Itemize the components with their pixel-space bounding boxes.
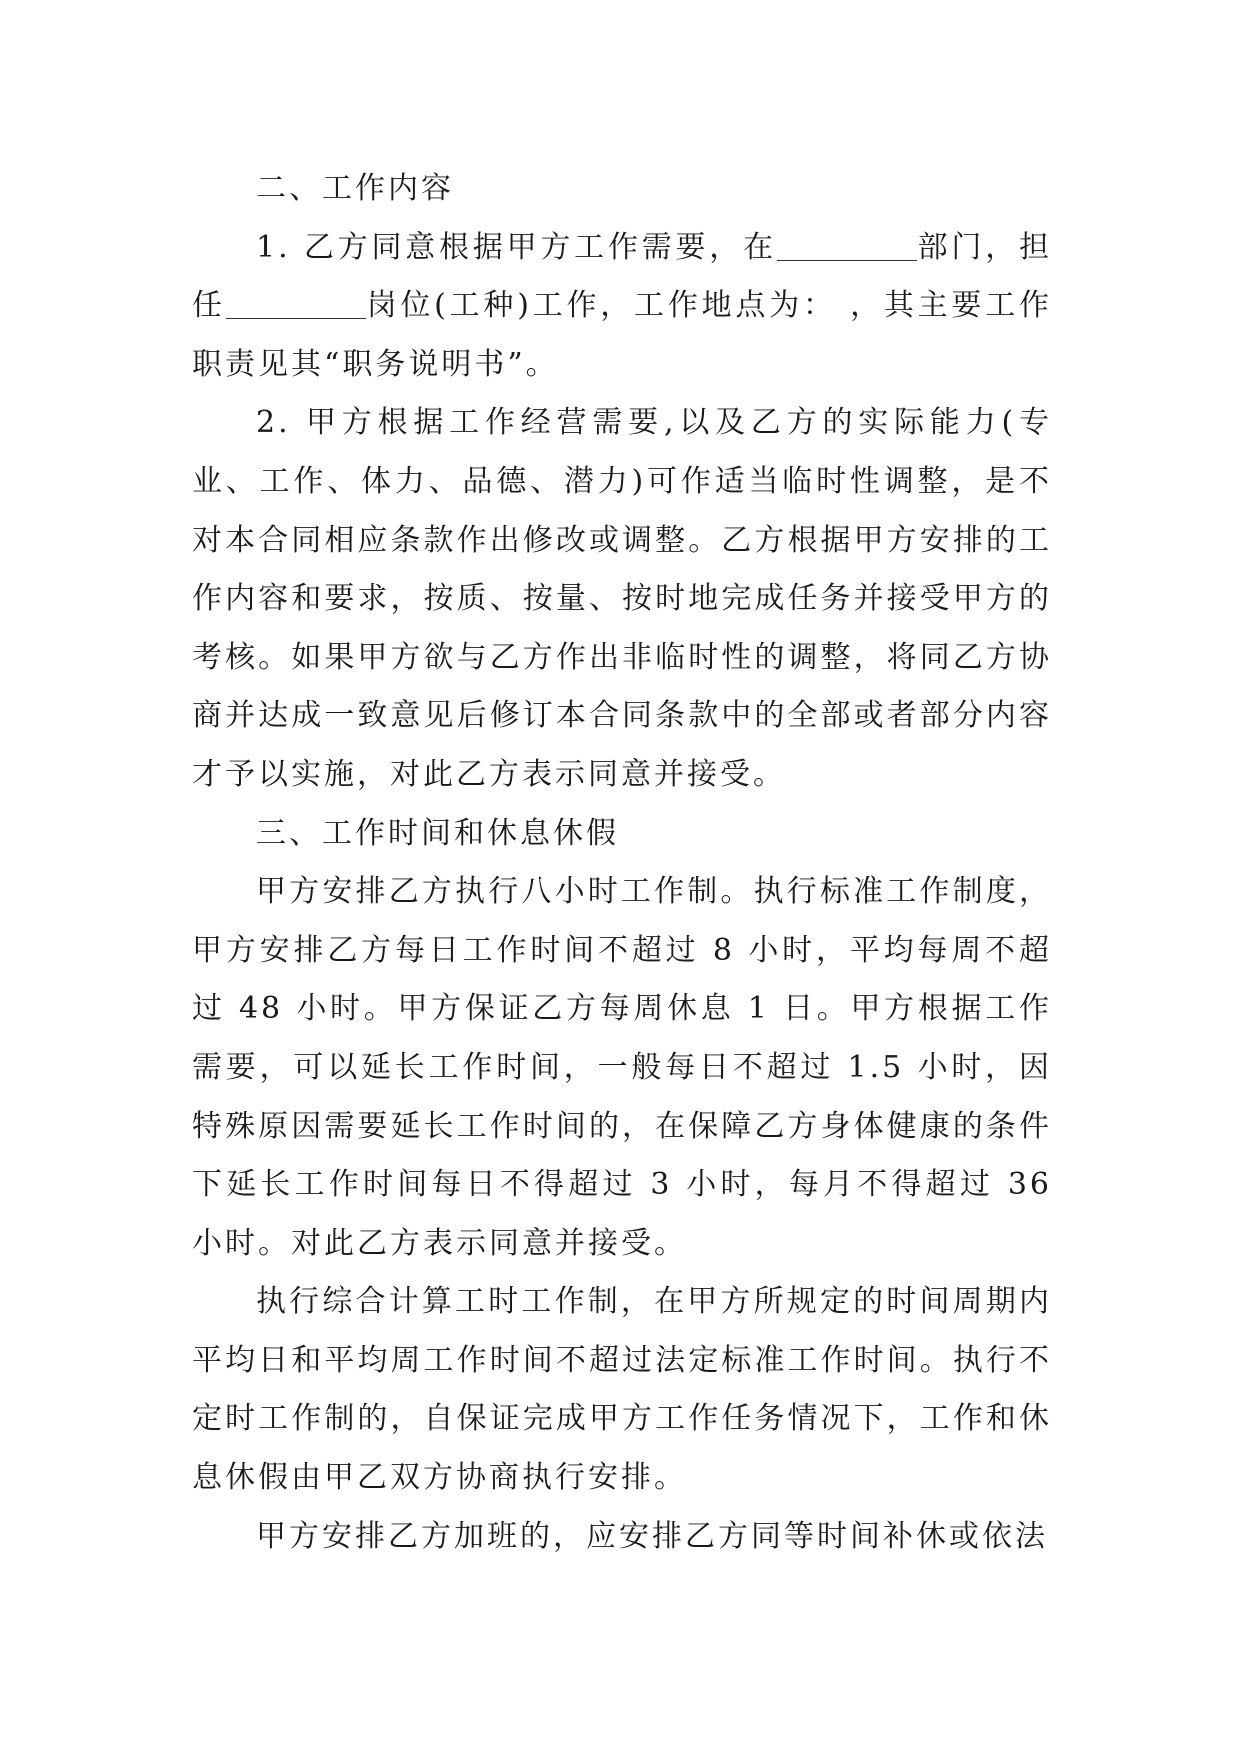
document-body (192, 160, 1052, 1566)
section-heading-work-hours: 三、工作时间和休息休假 (256, 815, 619, 851)
position-blank (226, 288, 366, 319)
section-heading-work-content: 二、工作内容 (256, 171, 454, 206)
clause-1-text-a: 1. 乙方同意根据甲方工作需要，在 (256, 229, 777, 265)
department-blank (777, 230, 917, 261)
paragraph-eight-hour-system: 甲方安排乙方执行八小时工作制。执行标准工作制度，甲方安排乙方每日工作时间不超过 8 小时，平均每周不超过 48 小时。甲方保证乙方每周休息 1 日。甲方根据工作需要，可以延长工作时间，一般每日不超过 1.5 小时，因特殊原因需要延长工作时间的，在保障乙方身体健康的条件下延长工作时间每日不得超过 3 小时，每月不得超过 36 小时。对此乙方表示同意并接受。 (192, 874, 1052, 1261)
clause-1 (192, 219, 1052, 395)
clause-2: 2. 甲方根据工作经营需要,以及乙方的实际能力(专业、工作、体力、品德、潜力)可作适当临时性调整，是不对本合同相应条款作出修改或调整。乙方根据甲方安排的工作内容和要求，按质、按量、按时地完成任务并接受甲方的考核。如果甲方欲与乙方作出非临时性的调整，将同乙方协商并达成一致意见后修订本合同条款中的全部或者部分内容才予以实施，对此乙方表示同意并接受。 (192, 405, 1052, 792)
clause-1-text-c: 岗位(工种)工作，工作地点为： ，其主要工作职责见其“职务说明书”。 (192, 288, 1053, 382)
paragraph-overtime: 甲方安排乙方加班的，应安排乙方同等时间补休或依法 (256, 1518, 1048, 1554)
clause-1-text-b: 部门，担任 (192, 229, 1052, 324)
paragraph-comprehensive-hours: 执行综合计算工时工作制，在甲方所规定的时间周期内平均日和平均周工作时间不超过法定标准工作时间。执行不定时工作制的，自保证完成甲方工作任务情况下，工作和休息休假由甲乙双方协商执行安排。 (192, 1284, 1052, 1496)
